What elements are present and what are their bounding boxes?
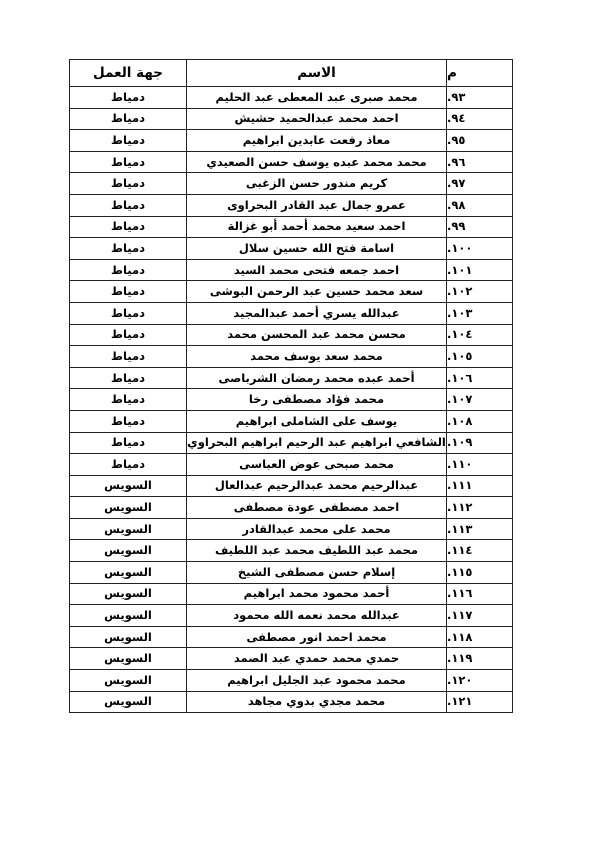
employee-name: إسلام حسن مصطفى الشيخ	[187, 562, 447, 584]
workplace-cell: دمياط	[70, 432, 187, 454]
row-number: ١٠٧.	[447, 389, 513, 411]
row-number: ١١٤.	[447, 540, 513, 562]
row-number: ١١٣.	[447, 518, 513, 540]
table-row	[70, 454, 513, 476]
row-number: ١٢١.	[447, 691, 513, 713]
row-number: ١٢٠.	[447, 670, 513, 692]
employee-name: احمد جمعه فتحى محمد السيد	[187, 259, 447, 281]
workplace-cell: دمياط	[70, 238, 187, 260]
workplace-cell: السويس	[70, 583, 187, 605]
row-number: ١١٦.	[447, 583, 513, 605]
workplace-cell: دمياط	[70, 281, 187, 303]
table-row	[70, 497, 513, 519]
table-row	[70, 475, 513, 497]
row-number: ١٠٥.	[447, 346, 513, 368]
workplace-cell: دمياط	[70, 259, 187, 281]
employee-name: احمد مصطفى عودة مصطفى	[187, 497, 447, 519]
workplace-cell: دمياط	[70, 410, 187, 432]
employee-name: حمدي محمد حمدي عبد الصمد	[187, 648, 447, 670]
workplace-cell: السويس	[70, 540, 187, 562]
table-header	[70, 60, 513, 87]
workplace-cell: السويس	[70, 626, 187, 648]
table-row	[70, 540, 513, 562]
table-row	[70, 605, 513, 627]
workplace-cell: السويس	[70, 691, 187, 713]
employee-name: محمد صبرى عبد المعطى عبد الحليم	[187, 87, 447, 109]
employee-name: الشافعي ابراهيم عبد الرحيم ابراهيم البحراوي	[187, 432, 447, 454]
workplace-cell: دمياط	[70, 367, 187, 389]
table-row	[70, 518, 513, 540]
row-number: ٩٨.	[447, 194, 513, 216]
table-row	[70, 691, 513, 713]
table-row	[70, 108, 513, 130]
workplace-cell: السويس	[70, 497, 187, 519]
row-number: ٩٤.	[447, 108, 513, 130]
row-number: ٩٥.	[447, 130, 513, 152]
table-row	[70, 670, 513, 692]
row-number: ١٠١.	[447, 259, 513, 281]
table-row	[70, 238, 513, 260]
row-number: ٩٩.	[447, 216, 513, 238]
header-number: م	[447, 60, 513, 87]
employee-name: احمد سعيد محمد أحمد أبو غزالة	[187, 216, 447, 238]
row-number: ١١٥.	[447, 562, 513, 584]
workplace-cell: دمياط	[70, 324, 187, 346]
workplace-cell: السويس	[70, 648, 187, 670]
workplace-cell: دمياط	[70, 302, 187, 324]
table-row	[70, 216, 513, 238]
employee-table	[69, 59, 513, 713]
workplace-cell: دمياط	[70, 454, 187, 476]
employee-name: محمد مجدي بدوي مجاهد	[187, 691, 447, 713]
workplace-cell: دمياط	[70, 346, 187, 368]
workplace-cell: السويس	[70, 605, 187, 627]
workplace-cell: دمياط	[70, 108, 187, 130]
employee-name: عبدالله محمد نعمه الله محمود	[187, 605, 447, 627]
table-row	[70, 410, 513, 432]
header-name: الاسم	[187, 60, 447, 87]
row-number: ١٠٨.	[447, 410, 513, 432]
row-number: ١٠٩.	[447, 432, 513, 454]
row-number: ١٠٠.	[447, 238, 513, 260]
row-number: ١١٩.	[447, 648, 513, 670]
employee-name: عبدالله يسري أحمد عبدالمجيد	[187, 302, 447, 324]
workplace-cell: السويس	[70, 518, 187, 540]
table-row	[70, 194, 513, 216]
table-row	[70, 346, 513, 368]
table-row	[70, 302, 513, 324]
header-row	[70, 60, 513, 87]
row-number: ١٠٣.	[447, 302, 513, 324]
workplace-cell: دمياط	[70, 173, 187, 195]
employee-name: معاذ رفعت عابدين ابراهيم	[187, 130, 447, 152]
row-number: ٩٧.	[447, 173, 513, 195]
table-row	[70, 562, 513, 584]
workplace-cell: دمياط	[70, 130, 187, 152]
employee-name: محمد على محمد عبدالقادر	[187, 518, 447, 540]
row-number: ١٠٤.	[447, 324, 513, 346]
employee-name: محمد عبد اللطيف محمد عبد اللطيف	[187, 540, 447, 562]
employee-name: عمرو جمال عبد القادر البحراوى	[187, 194, 447, 216]
employee-name: محمد احمد انور مصطفى	[187, 626, 447, 648]
employee-name: اسامة فتح الله حسين سلال	[187, 238, 447, 260]
workplace-cell: دمياط	[70, 87, 187, 109]
row-number: ٩٣.	[447, 87, 513, 109]
employee-name: عبدالرحيم محمد عبدالرحيم عبدالعال	[187, 475, 447, 497]
workplace-cell: دمياط	[70, 389, 187, 411]
employee-name: محمد محمود عبد الجليل ابراهيم	[187, 670, 447, 692]
workplace-cell: السويس	[70, 562, 187, 584]
table-row	[70, 259, 513, 281]
employee-name: احمد محمد عبدالحميد حشيش	[187, 108, 447, 130]
row-number: ١٠٢.	[447, 281, 513, 303]
employee-name: محمد محمد عبده يوسف حسن الصعيدي	[187, 151, 447, 173]
table-row	[70, 626, 513, 648]
table-row	[70, 583, 513, 605]
employee-name: محمد صبحى عوض العباسى	[187, 454, 447, 476]
row-number: ١١٨.	[447, 626, 513, 648]
row-number: ١١٠.	[447, 454, 513, 476]
employee-name: كريم مندور حسن الزغبى	[187, 173, 447, 195]
row-number: ٩٦.	[447, 151, 513, 173]
employee-name: يوسف على الشاملى ابراهيم	[187, 410, 447, 432]
table-row	[70, 281, 513, 303]
table-row	[70, 389, 513, 411]
row-number: ١١٢.	[447, 497, 513, 519]
employee-name: أحمد محمود محمد ابراهيم	[187, 583, 447, 605]
employee-name: سعد محمد حسين عبد الرحمن البوشى	[187, 281, 447, 303]
employee-name: محمد فؤاد مصطفى رخا	[187, 389, 447, 411]
row-number: ١٠٦.	[447, 367, 513, 389]
table-row	[70, 151, 513, 173]
table-row	[70, 648, 513, 670]
workplace-cell: السويس	[70, 670, 187, 692]
header-workplace: جهة العمل	[70, 60, 187, 87]
table-row	[70, 324, 513, 346]
employee-name: محسن محمد عبد المحسن محمد	[187, 324, 447, 346]
table-body	[70, 87, 513, 713]
row-number: ١١٧.	[447, 605, 513, 627]
table-row	[70, 87, 513, 109]
employee-name: محمد سعد يوسف محمد	[187, 346, 447, 368]
workplace-cell: دمياط	[70, 151, 187, 173]
employee-name: أحمد عبده محمد رمضان الشرباصى	[187, 367, 447, 389]
row-number: ١١١.	[447, 475, 513, 497]
workplace-cell: دمياط	[70, 216, 187, 238]
workplace-cell: دمياط	[70, 194, 187, 216]
workplace-cell: السويس	[70, 475, 187, 497]
table-row	[70, 173, 513, 195]
table-row	[70, 367, 513, 389]
table-row	[70, 130, 513, 152]
table-row	[70, 432, 513, 454]
